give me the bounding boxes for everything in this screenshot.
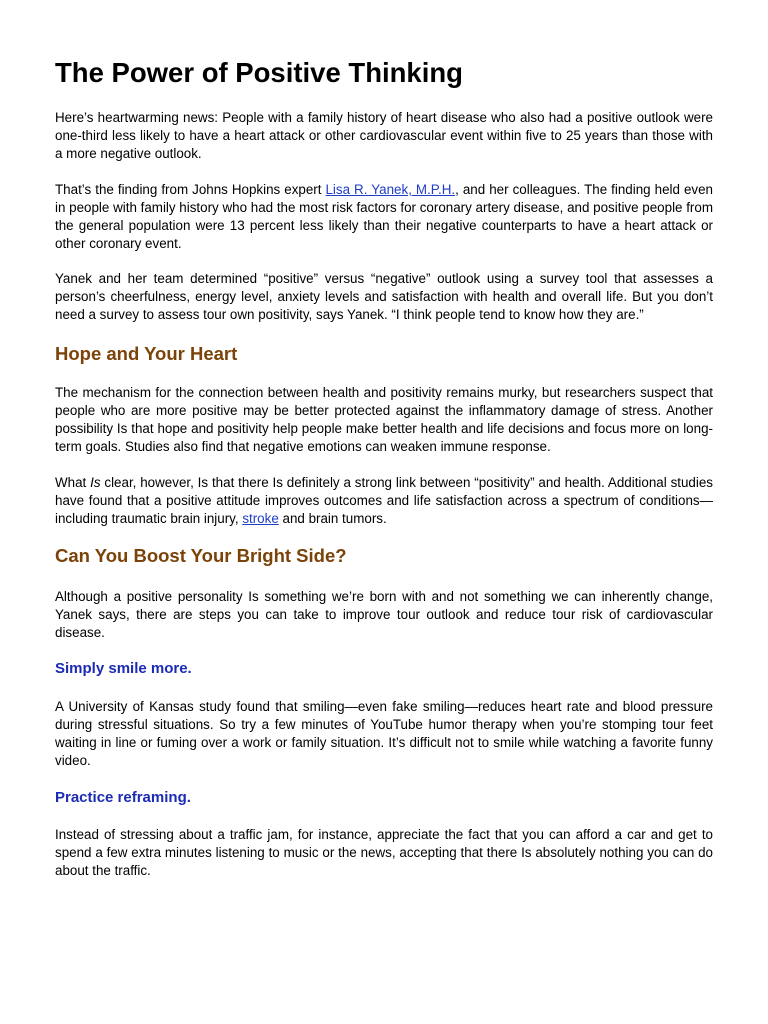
link-text-italic: Is	[90, 475, 101, 490]
survey-text: Yanek and her team determined “positive” versus “negative” outlook using a survey tool that assesses a person’s cheerfulness, energy level, anxiety levels and satisfaction with health and overall life. But you don’t need a survey to assess tour own positivity, says Yanek. “I think people tend to know how they are.”	[55, 271, 713, 322]
reframing-paragraph	[55, 826, 713, 880]
smile-paragraph	[55, 698, 713, 770]
tip-heading-reframing: Practice reframing.	[55, 789, 191, 806]
intro-text: Here’s heartwarming news: People with a family history of heart disease who also had a positive outlook were one-third less likely to have a heart attack or other cardiovascular event within five to 25 years than those with a more negative outlook.	[55, 110, 713, 161]
link-text-middle: clear, however, Is that there Is definitely a strong link between “positivity” and health. Additional studies have found that a positive attitude improves outcomes and life satisfaction across a spectrum of conditions—including traumatic brain injury,	[55, 475, 713, 526]
personality-paragraph	[55, 588, 713, 642]
stroke-link[interactable]: stroke	[242, 511, 279, 526]
finding-paragraph	[55, 181, 713, 253]
survey-paragraph	[55, 270, 713, 324]
page-title: The Power of Positive Thinking	[55, 57, 463, 88]
mechanism-paragraph	[55, 384, 713, 456]
link-text-after: and brain tumors.	[278, 511, 387, 526]
link-text-before: What	[55, 475, 91, 490]
author-link[interactable]: Lisa R. Yanek, M.P.H.	[325, 182, 456, 197]
link-paragraph	[55, 474, 713, 528]
reframing-text: Instead of stressing about a traffic jam, for instance, appreciate the fact that you can afford a car and get to spend a few extra minutes listening to music or the news, accepting that there Is absolutely nothing you can do about the traffic.	[55, 827, 713, 878]
smile-text: A University of Kansas study found that smiling—even fake smiling—reduces heart rate and blood pressure during stressful situations. So try a few minutes of YouTube humor therapy when you’re stomping tour feet waiting in line or fuming over a work or family situation. It’s difficult not to smile while watching a favorite funny video.	[55, 699, 713, 768]
mechanism-text: The mechanism for the connection between health and positivity remains murky, but researchers suspect that people who are more positive may be better protected against the inflammatory damage of stress. Another possibility Is that hope and positivity help people make better health and life decisions and focus more on long-term goals. Studies also find that negative emotions can weaken immune response.	[55, 385, 713, 454]
section-heading-boost: Can You Boost Your Bright Side?	[55, 545, 347, 566]
personality-text: Although a positive personality Is something we’re born with and not something we can inherently change, Yanek says, there are steps you can take to improve tour outlook and reduce tour risk of cardiovascular disease.	[55, 589, 713, 640]
finding-text-before: That’s the finding from Johns Hopkins expert	[55, 182, 326, 197]
section-heading-hope: Hope and Your Heart	[55, 343, 238, 364]
finding-text-after: , and her colleagues. The finding held even in people with family history who had the most risk factors for coronary artery disease, and positive people from the general population were 13 percent less likely than their negative counterparts to have a heart attack or other coronary event.	[55, 182, 713, 251]
tip-heading-smile: Simply smile more.	[55, 660, 192, 677]
intro-paragraph	[55, 109, 713, 163]
